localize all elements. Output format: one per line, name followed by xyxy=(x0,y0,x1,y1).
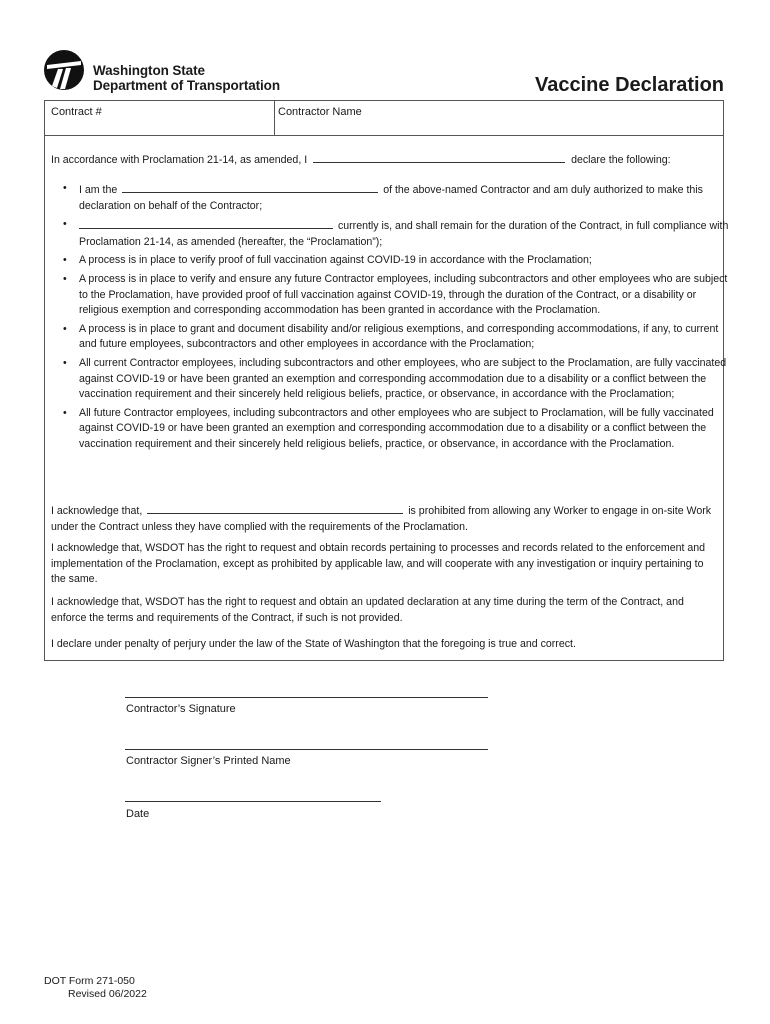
title-role-after: of the above-named Contractor and am duly authorized to make this declaration on behalf of the Contractor; xyxy=(79,184,703,212)
declaration-list xyxy=(53,181,733,456)
intro-text-after: declare the following: xyxy=(571,154,671,166)
agency-name xyxy=(93,63,280,93)
signature-label: Contractor’s Signature xyxy=(126,703,236,715)
acknowledgement-1 xyxy=(51,502,715,535)
header-column-divider xyxy=(274,101,275,135)
ack1-text-after: is prohibited from allowing any Worker to engage in on-site Work under the Contract unless they have complied with the requirements of the Proclamation. xyxy=(51,505,712,533)
date-line[interactable] xyxy=(125,801,381,802)
title-role-before: I am the xyxy=(79,184,118,196)
list-item: • All current Contractor employees, including subcontractors and other employees, who are subject to the Proclamation, are fully vaccinated against COVID-19 or have been granted an exemption and corresponding accommodation due to a disability or a conflict between the vaccination requirement and their sincerely held religious beliefs, practice, or observance, in accordance with the Proclamation; xyxy=(79,356,733,403)
printed-name-line[interactable] xyxy=(125,749,488,750)
list-item: • All future Contractor employees, including subcontractors and other employees who are subject to Proclamation, will be fully vaccinated against COVID-19 or have been granted an exemption and corresponding accommodation due to a disability or a conflict between the vaccination requirement and their sincerely held religious beliefs, practice, or observance, in accordance with the Proclamation. xyxy=(79,406,733,453)
perjury-statement: I declare under penalty of perjury under the law of the State of Washington that the foregoing is true and correct. xyxy=(51,638,576,650)
page-title: Vaccine Declaration xyxy=(535,74,724,96)
signature-line[interactable] xyxy=(125,697,488,698)
list-item xyxy=(79,181,733,214)
signer-title-field[interactable] xyxy=(122,181,378,193)
declaration-form xyxy=(44,100,729,661)
acknowledgement-2: I acknowledge that, WSDOT has the right to request and obtain records pertaining to processes and records related to the enforcement and implementation of the Proclamation, except as prohibited by applicable law, and will cooperate with any investigation or inquiry pertaining to the same. xyxy=(51,542,706,586)
declarant-name-field[interactable] xyxy=(313,151,565,163)
printed-name-label: Contractor Signer’s Printed Name xyxy=(126,755,291,767)
contractor-name-label: Contractor Name xyxy=(278,106,362,118)
intro-statement xyxy=(51,151,715,169)
header-row-divider xyxy=(45,135,723,136)
intro-text-before: In accordance with Proclamation 21-14, as amended, I xyxy=(51,154,308,166)
compliance-text: currently is, and shall remain for the duration of the Contract, in full compliance with Proclamation 21-14, as amended (hereafter, the “Proclamation”); xyxy=(79,220,729,248)
contract-number-label: Contract # xyxy=(51,106,102,118)
contractor-name-field[interactable] xyxy=(276,102,722,134)
list-item: • A process is in place to verify and ensure any future Contractor employees, including subcontractors and other employees who are subject to the Proclamation, have provided proof of full vaccination against COVID-19, through the duration of the Contract, or a disability or religious exemption and corresponding accommodation has been granted in accordance with the Proclamation. xyxy=(79,272,733,319)
form-number: DOT Form 271-050 xyxy=(44,975,135,987)
list-item: • A process is in place to verify proof of full vaccination against COVID-19 in accordance with the Proclamation; xyxy=(79,253,733,269)
contract-number-field[interactable] xyxy=(46,102,273,134)
agency-name-line2: Department of Transportation xyxy=(93,78,280,93)
contractor-prohibited-field[interactable] xyxy=(147,502,403,514)
revision-date: Revised 06/2022 xyxy=(68,988,147,1000)
ack1-text-before: I acknowledge that, xyxy=(51,505,143,517)
list-item xyxy=(79,217,733,250)
contractor-compliance-field[interactable] xyxy=(79,217,333,229)
date-label: Date xyxy=(126,808,150,820)
agency-name-line1: Washington State xyxy=(93,63,205,78)
list-item: • A process is in place to grant and document disability and/or religious exemptions, and corresponding accommodations, if any, to current and future employees, subcontractors and other employees in accordance with the Proclamation; xyxy=(79,322,733,353)
acknowledgement-3: I acknowledge that, WSDOT has the right to request and obtain an updated declaration at any time during the term of the Contract, and enforce the terms and requirements of the Contract, if such is not provided. xyxy=(51,596,684,624)
wsdot-logo-icon xyxy=(44,50,84,90)
